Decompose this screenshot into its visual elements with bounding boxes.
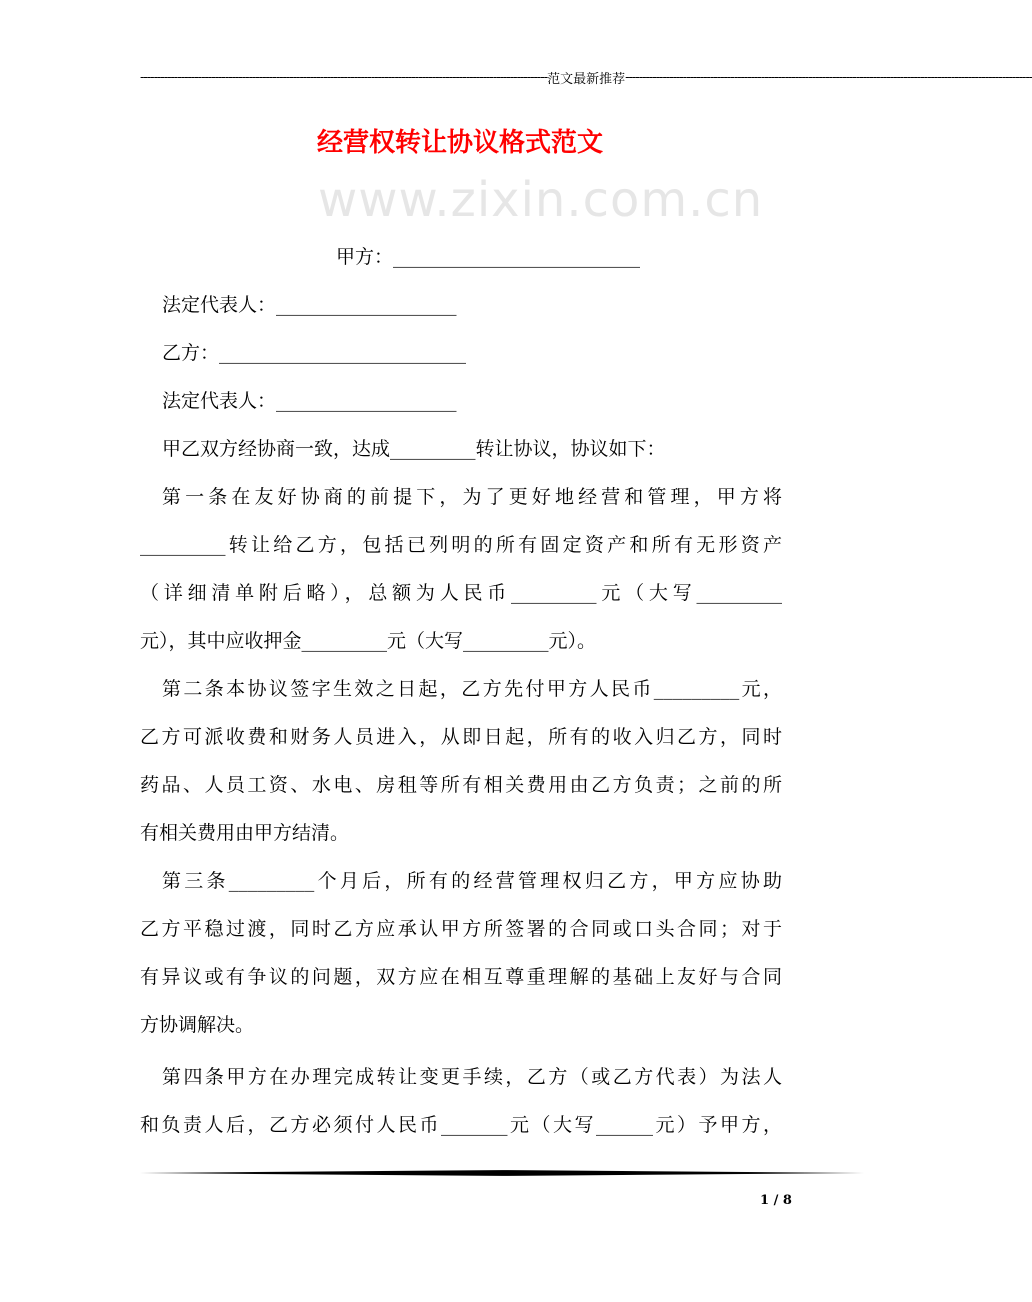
- paragraph-line: 方协调解决。: [140, 1014, 255, 1036]
- paragraph-line: 和负责人后，乙方必须付人民币_______元（大写______元）予甲方，: [140, 1114, 782, 1136]
- page-header: [140, 68, 1032, 87]
- paragraph-line: _________转让给乙方，包括已列明的所有固定资产和所有无形资产: [140, 534, 782, 556]
- paragraph-line: 甲乙双方经协商一致，达成_________转让协议，协议如下：: [162, 438, 666, 460]
- header-dashes-right: ------------------------------------------------------------------------------------------------------------------------: [625, 70, 1032, 85]
- watermark: www.zixin.com.cn: [318, 172, 764, 228]
- paragraph-line: 药品、人员工资、水电、房租等所有相关费用由乙方负责；之前的所: [140, 774, 782, 796]
- party-a-line: 甲方：__________________________: [336, 246, 641, 268]
- party-b-line: 乙方：__________________________: [162, 342, 467, 364]
- header-dashes-left: ------------------------------------------------------------------------------------------------------------------------: [140, 70, 548, 85]
- paragraph-line: 第三条_________个月后，所有的经营管理权归乙方，甲方应协助: [162, 870, 782, 892]
- paragraph-line: 第一条在友好协商的前提下，为了更好地经营和管理，甲方将: [162, 486, 782, 508]
- paragraph-line: 有异议或有争议的问题，双方应在相互尊重理解的基础上友好与合同: [140, 966, 782, 988]
- party-a-rep-line: 法定代表人：___________________: [162, 294, 457, 316]
- page-number: 1 / 8: [760, 1193, 792, 1208]
- paragraph-line: 乙方平稳过渡，同时乙方应承认甲方所签署的合同或口头合同；对于: [140, 918, 782, 940]
- paragraph-line: 元），其中应收押金_________元（大写_________元）。: [140, 630, 597, 652]
- paragraph-line: 第四条甲方在办理完成转让变更手续，乙方（或乙方代表）为法人: [162, 1066, 782, 1088]
- footer-divider: [140, 1170, 864, 1176]
- paragraph-line: 乙方可派收费和财务人员进入，从即日起，所有的收入归乙方，同时: [140, 726, 782, 748]
- paragraph-line: （详细清单附后略），总额为人民币_________元（大写_________: [140, 582, 782, 604]
- paragraph-line: 有相关费用由甲方结清。: [140, 822, 350, 844]
- document-title: 经营权转让协议格式范文: [316, 128, 603, 158]
- paragraph-line: 第二条本协议签字生效之日起，乙方先付甲方人民币_________元，: [162, 678, 782, 700]
- header-label: 范文最新推荐: [547, 72, 626, 87]
- party-b-rep-line: 法定代表人：___________________: [162, 390, 457, 412]
